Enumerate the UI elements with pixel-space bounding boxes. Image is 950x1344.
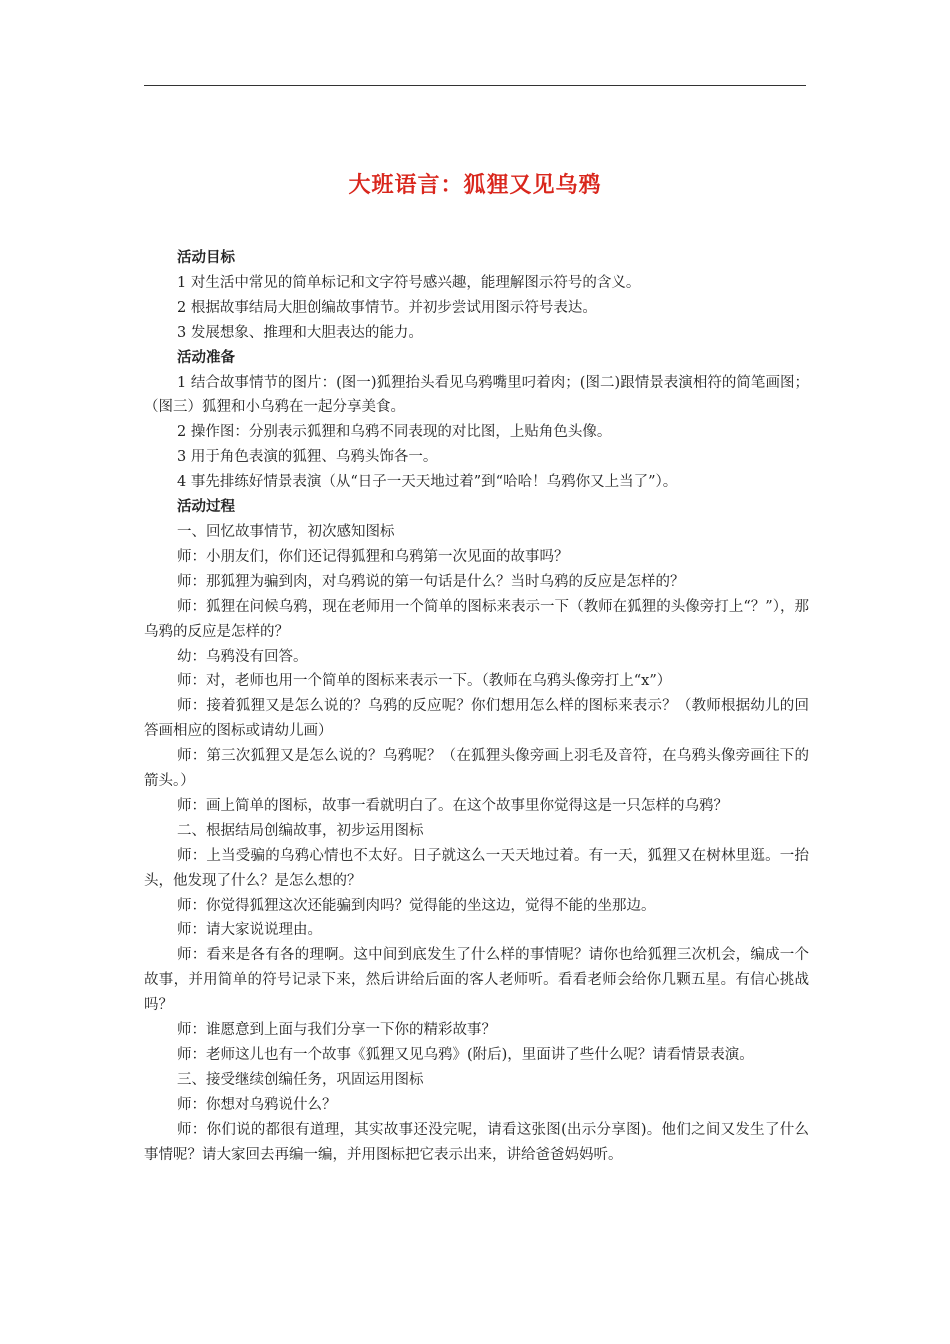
body-paragraph: 1 对生活中常见的简单标记和文字符号感兴趣，能理解图示符号的含义。 bbox=[177, 274, 641, 291]
document-body bbox=[144, 246, 809, 1168]
body-paragraph: 1 结合故事情节的图片：(图一)狐狸抬头看见乌鸦嘴里叼着肉；(图二)跟情景表演相符的简笔画图；（图三）狐狸和小乌鸦在一起分享美食。 bbox=[144, 374, 809, 416]
body-paragraph: 师：那狐狸为骗到肉，对乌鸦说的第一句话是什么？当时乌鸦的反应是怎样的？ bbox=[177, 573, 685, 590]
body-paragraph: 二、根据结局创编故事，初步运用图标 bbox=[177, 822, 424, 839]
body-paragraph: 师：谁愿意到上面与我们分享一下你的精彩故事？ bbox=[177, 1022, 496, 1039]
body-paragraph: 4 事先排练好情景表演（从“日子一天天地过着”到“哈哈！乌鸦你又上当了”）。 bbox=[177, 474, 678, 491]
body-paragraph: 2 根据故事结局大胆创编故事情节。并初步尝试用图示符号表达。 bbox=[177, 299, 597, 316]
body-paragraph: 师：上当受骗的乌鸦心情也不太好。日子就这么一天天地过着。有一天，狐狸又在树林里逛。一抬头，他发现了什么？是怎么想的？ bbox=[144, 847, 809, 889]
body-paragraph: 3 用于角色表演的狐狸、乌鸦头饰各一。 bbox=[177, 449, 438, 466]
body-paragraph: 幼：乌鸦没有回答。 bbox=[177, 648, 308, 665]
body-paragraph: 师：小朋友们，你们还记得狐狸和乌鸦第一次见面的故事吗？ bbox=[177, 548, 569, 565]
body-paragraph: 师：第三次狐狸又是怎么说的？乌鸦呢？（在狐狸头像旁画上羽毛及音符，在乌鸦头像旁画往下的箭头。） bbox=[144, 748, 809, 790]
section-heading: 活动过程 bbox=[177, 499, 235, 516]
section-heading: 活动目标 bbox=[177, 250, 235, 266]
body-paragraph: 三、接受继续创编任务，巩固运用图标 bbox=[177, 1071, 424, 1088]
document-title: 大班语言：狐狸又见乌鸦 bbox=[348, 173, 602, 198]
body-paragraph: 一、回忆故事情节，初次感知图标 bbox=[177, 523, 395, 540]
body-paragraph: 2 操作图：分别表示狐狸和乌鸦不同表现的对比图，上贴角色头像。 bbox=[177, 424, 612, 441]
section-heading: 活动准备 bbox=[177, 349, 235, 366]
body-paragraph: 师：画上简单的图标，故事一看就明白了。在这个故事里你觉得这是一只怎样的乌鸦？ bbox=[177, 797, 728, 814]
header-rule bbox=[144, 85, 806, 86]
body-paragraph: 师：老师这儿也有一个故事《狐狸又见乌鸦》(附后)，里面讲了些什么呢？请看情景表演。 bbox=[177, 1047, 754, 1063]
body-paragraph: 师：看来是各有各的理啊。这中间到底发生了什么样的事情呢？请你也给狐狸三次机会，编成一个故事，并用简单的符号记录下来，然后讲给后面的客人老师听。看看老师会给你几颗五星。有信心挑战吗？ bbox=[144, 947, 809, 1014]
body-paragraph: 师：请大家说说理由。 bbox=[177, 922, 322, 939]
body-paragraph: 师：接着狐狸又是怎么说的？乌鸦的反应呢？你们想用怎么样的图标来表示？（教师根据幼儿的回答画相应的图标或请幼儿画） bbox=[144, 698, 809, 740]
body-paragraph: 师：对，老师也用一个简单的图标来表示一下。（教师在乌鸦头像旁打上“x”） bbox=[177, 673, 672, 690]
body-paragraph: 3 发展想象、推理和大胆表达的能力。 bbox=[177, 324, 423, 341]
body-paragraph: 师：你觉得狐狸这次还能骗到肉吗？觉得能的坐这边，觉得不能的坐那边。 bbox=[177, 897, 656, 914]
body-paragraph: 师：你们说的都很有道理，其实故事还没完呢，请看这张图(出示分享图)。他们之间又发生了什么事情呢？请大家回去再编一编，并用图标把它表示出来，讲给爸爸妈妈听。 bbox=[144, 1121, 809, 1163]
body-paragraph: 师：狐狸在问候乌鸦，现在老师用一个简单的图标来表示一下（教师在狐狸的头像旁打上“？”），那乌鸦的反应是怎样的？ bbox=[144, 598, 809, 640]
body-paragraph: 师：你想对乌鸦说什么？ bbox=[177, 1096, 337, 1113]
